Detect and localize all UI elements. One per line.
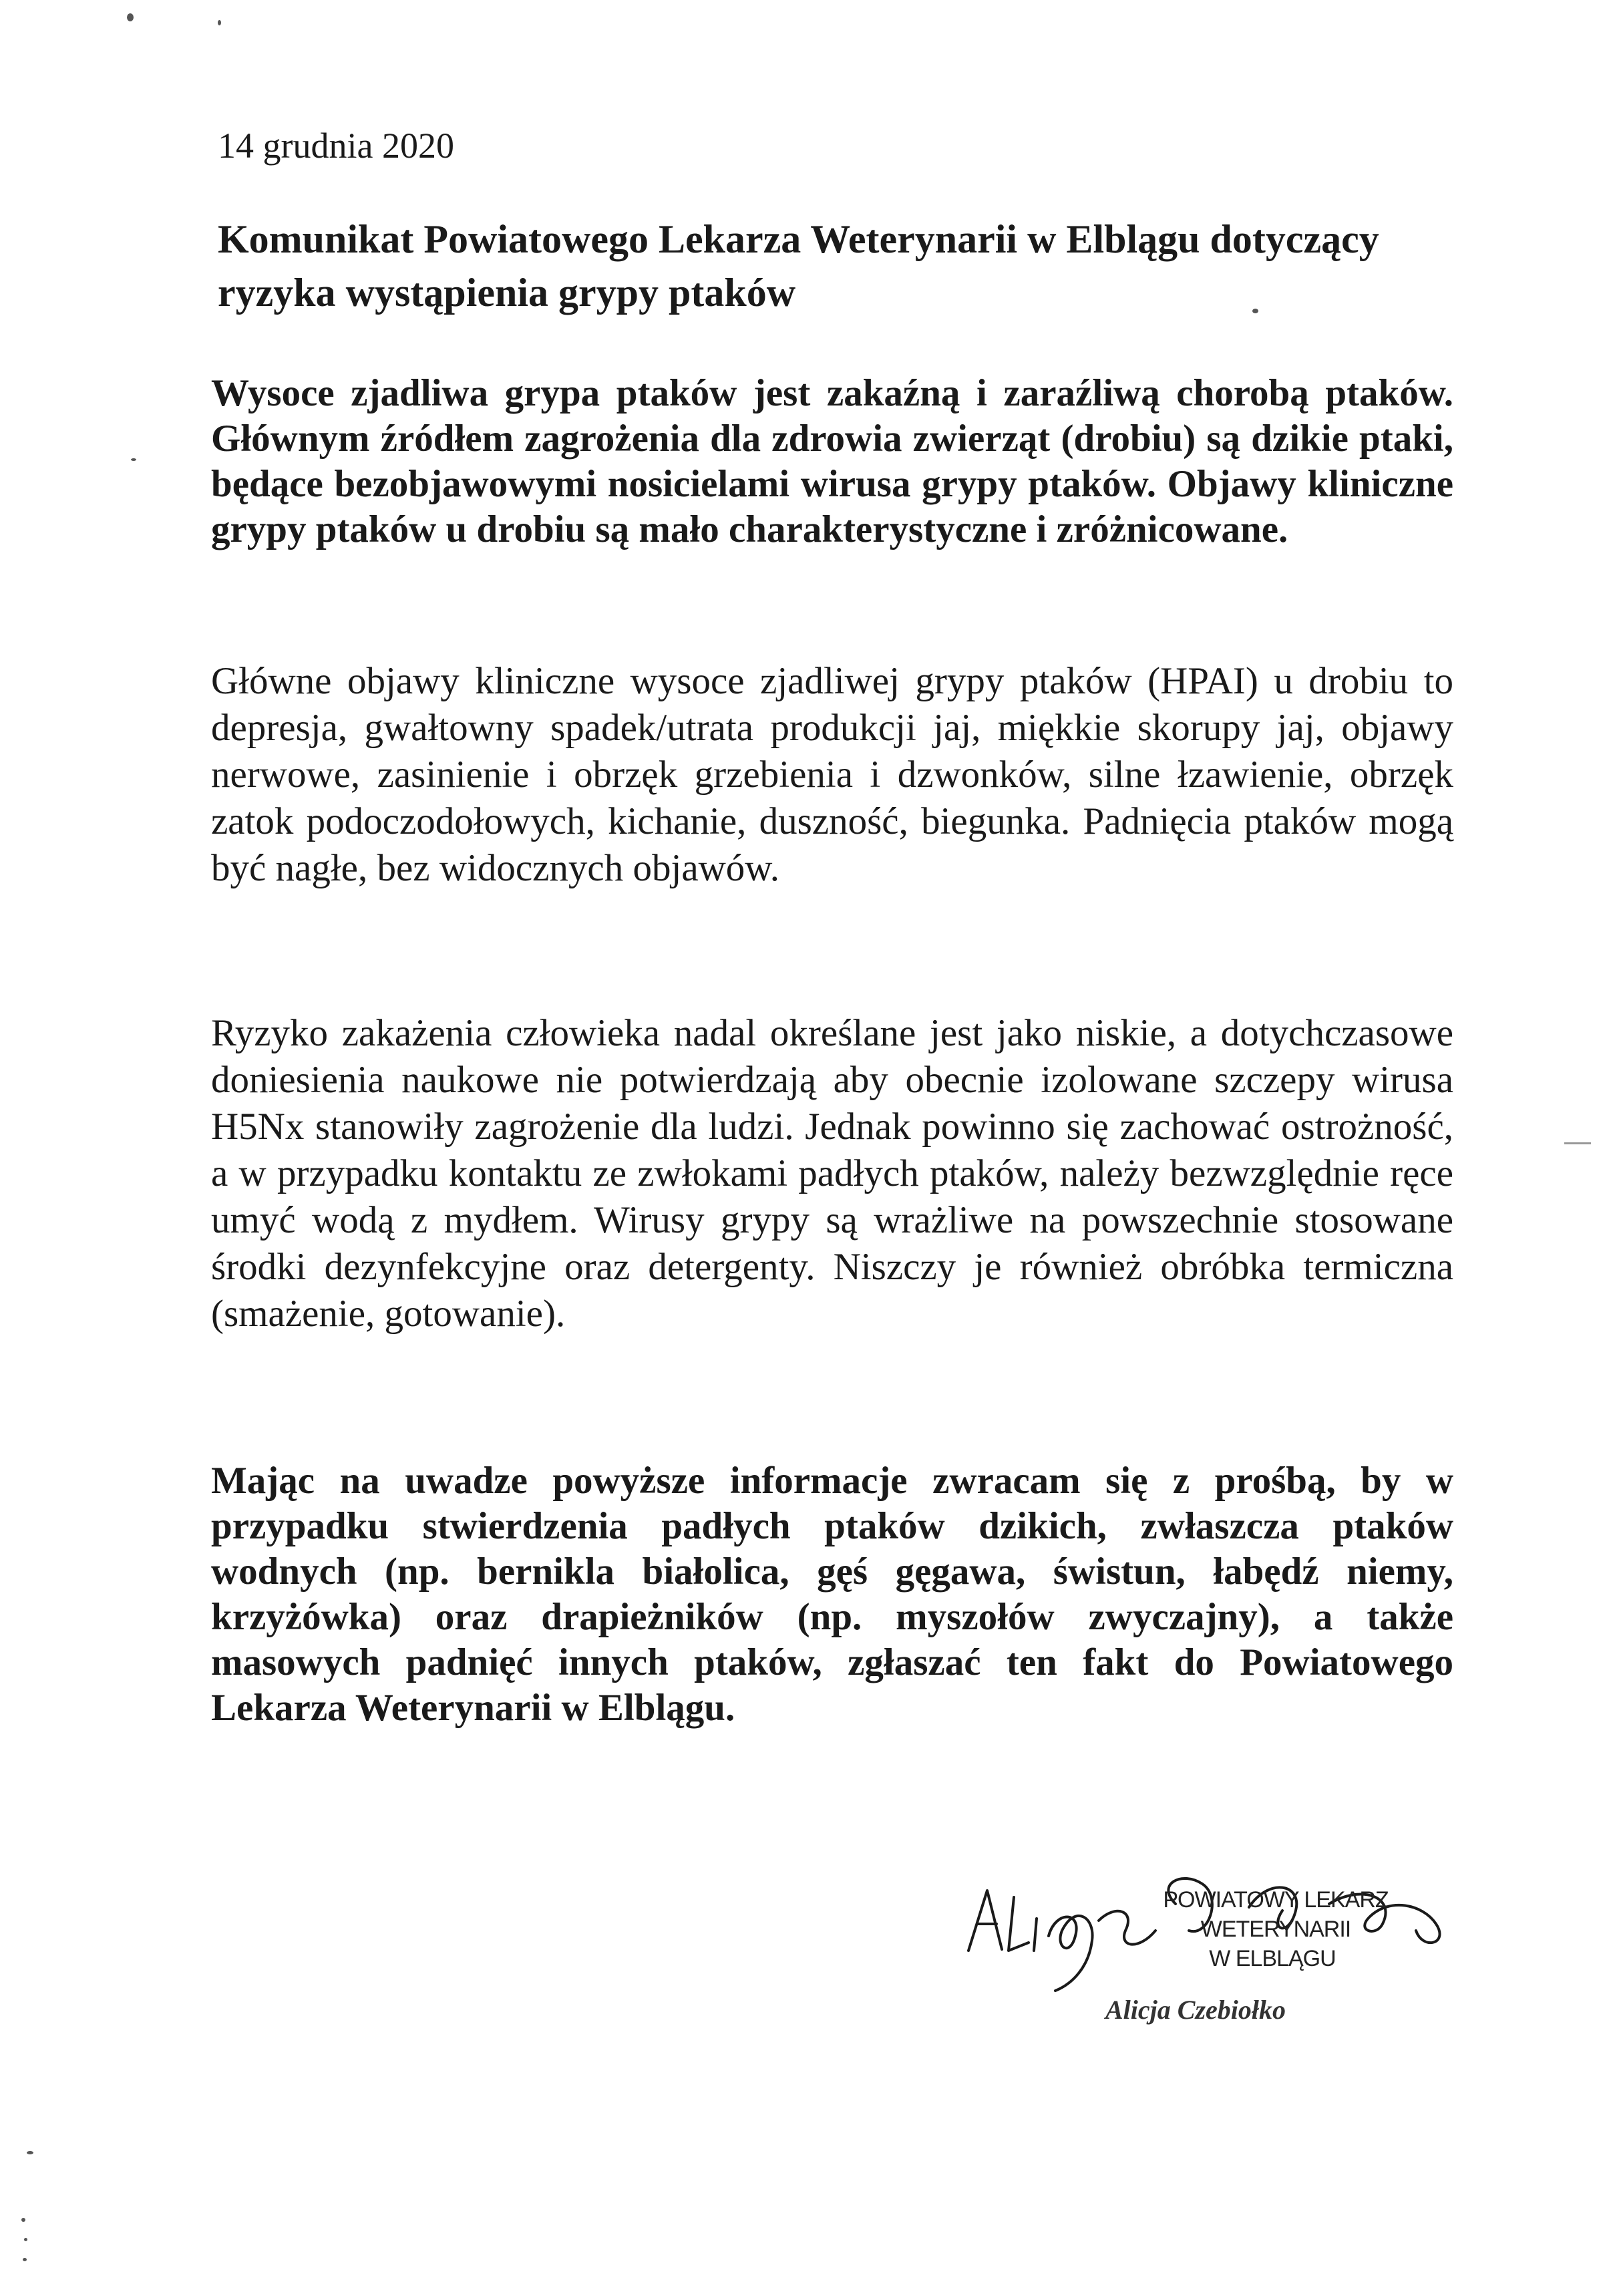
paragraph-intro: Wysoce zjadliwa grypa ptaków jest zakaźną i zaraźliwą chorobą ptaków. Głównym źródłem zagrożenia dla zdrowia zwierząt (drobiu) są dzikie ptaki, będące bezobjawowymi nosicielami wirusa grypy ptaków. Objawy kliniczne grypy ptaków u drobiu są mało charakterystyczne i zróżnicowane. <box>211 372 1453 550</box>
scan-speck <box>218 20 221 25</box>
paragraph-symptoms: Główne objawy kliniczne wysoce zjadliwej grypy ptaków (HPAI) u drobiu to depresja, gwałtowny spadek/utrata produkcji jaj, miękkie skorupy jaj, objawy nerwowe, zasinienie i obrzęk grzebienia i dzwonków, silne łzawienie, obrzęk zatok podoczodołowych, kichanie, duszność, biegunka. Padnięcia ptaków mogą być nagłe, bez widocznych objawów. <box>211 660 1453 889</box>
stamp-line-1: POWIATOWY LEKARZ WETERYNARII <box>1163 1887 1389 1942</box>
scan-speck <box>21 2218 25 2222</box>
official-stamp <box>1119 1885 1433 1973</box>
scan-speck <box>27 2151 33 2154</box>
stamp-line-2: W ELBLĄGU <box>1209 1946 1336 1971</box>
scan-speck <box>131 458 136 461</box>
paragraph-human-risk: Ryzyko zakażenia człowieka nadal określane jest jako niskie, a dotychczasowe doniesienia naukowe nie potwierdzają aby obecnie izolowane szczepy wirusa H5Nx stanowiły zagrożenie dla ludzi. Jednak powinno się zachować ostrożność, a w przypadku kontaktu ze zwłokami padłych ptaków, należy bezwzględnie ręce umyć wodą z mydłem. Wirusy grypy są wrażliwe na powszechnie stosowane środki dezynfekcyjne oraz detergenty. Niszczy je również obróbka termiczna (smażenie, gotowanie). <box>211 1012 1453 1335</box>
scan-speck <box>23 2258 27 2261</box>
letter-title: Komunikat Powiatowego Lekarza Weterynarii w Elblągu dotyczący ryzyka wystąpienia grypy ptaków <box>218 217 1379 315</box>
scan-speck <box>1564 1142 1591 1144</box>
scan-speck <box>24 2238 27 2241</box>
scan-speck <box>127 13 134 21</box>
signer-name: Alicja Czebiołko <box>1105 1995 1286 2025</box>
letter-date: 14 grudnia 2020 <box>218 126 454 166</box>
paragraph-request: Mając na uwadze powyższe informacje zwracam się z prośbą, by w przypadku stwierdzenia padłych ptaków dzikich, zwłaszcza ptaków wodnych (np. bernikla białolica, gęś gęgawa, świstun, łabędź niemy, krzyżówka) oraz drapieżników (np. myszołów zwyczajny), a także masowych padnięć innych ptaków, zgłaszać ten fakt do Powiatowego Lekarza Weterynarii w Elblągu. <box>211 1460 1453 1729</box>
